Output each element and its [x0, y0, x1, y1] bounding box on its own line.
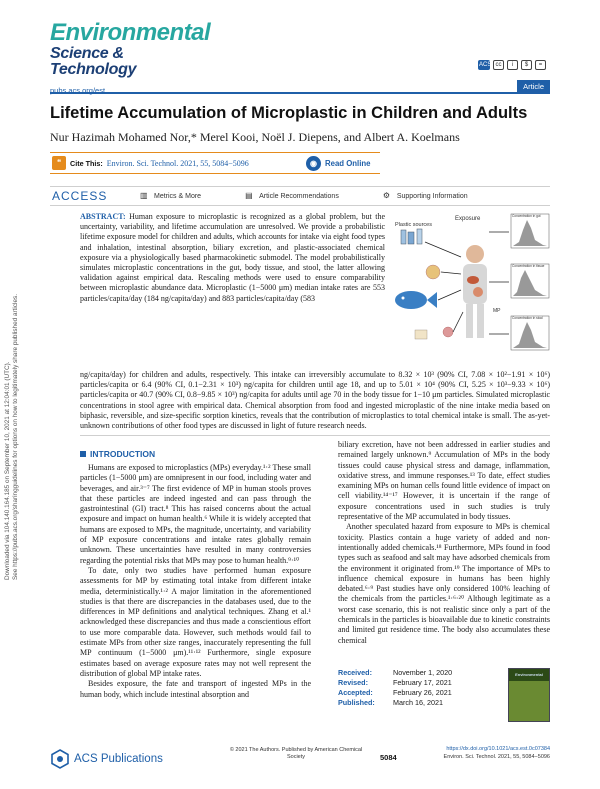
date-row-revised — [338, 678, 508, 688]
doi-block — [390, 745, 550, 761]
download-notice — [4, 200, 20, 580]
intro-paragraph-3: Besides exposure, the fate and transport of ingested MPs in the human body, which include intestinal absorption and — [80, 679, 311, 699]
bar-chart-icon: ▥ — [140, 191, 148, 200]
abstract-label: ABSTRACT: — [80, 212, 126, 221]
date-label: Revised: — [338, 678, 368, 687]
page-footer — [50, 745, 550, 775]
toc-gut-label: Concentration in gut — [512, 214, 541, 218]
toc-mp-label: MP — [493, 308, 501, 314]
body-left-column — [80, 463, 311, 700]
read-online-icon: ◉ — [306, 156, 321, 171]
document-icon: ▤ — [245, 191, 253, 200]
article-type-tag: Article — [517, 80, 550, 93]
date-value: November 1, 2020 — [393, 668, 453, 677]
toc-exposure-label: Exposure — [455, 216, 481, 222]
journal-header-bar — [50, 80, 550, 94]
fish-illustration — [395, 291, 437, 309]
bottles-illustration — [401, 229, 422, 244]
abstract-top — [80, 212, 385, 304]
journal-cover-thumbnail[interactable] — [508, 668, 550, 722]
quote-icon: ❝ — [52, 156, 66, 170]
metrics-label: Metrics & More — [154, 192, 202, 200]
intro-paragraph-1: Humans are exposed to microplastics (MPs) everyday.¹·² These small particles (1−5000 μm) are omnipresent in our food, including water and beverages, and air.³⁻⁷ The first evidence of MP in human stools proves that these particles are indeed ingested and can pass through the gastrointestinal (GI) tract.⁸ This has raised concerns about the actual exposure and impact on human health.⁶ While it is widely accepted that humans are exposed to MPs, the magnitude, uncertainty, and variability of MP exposure concentrations and intake rates globally remain unknown. These uncertainties have resulted in many controversies regarding the potential risks that MPs may pose to human health.⁹·¹⁰ — [80, 463, 311, 565]
creative-commons-icon: cc — [493, 60, 504, 70]
publication-dates — [338, 668, 508, 708]
recommendations-button[interactable] — [245, 192, 339, 200]
read-online-button[interactable] — [306, 152, 386, 174]
journal-reference: Environ. Sci. Technol. 2021, 55, 5084−5096 — [443, 754, 550, 760]
citation-link[interactable]: Environ. Sci. Technol. 2021, 55, 5084−5096 — [106, 158, 249, 168]
supporting-info-button[interactable] — [383, 192, 468, 200]
access-bar — [50, 186, 550, 206]
date-value: February 17, 2021 — [393, 678, 452, 687]
journal-url-link[interactable]: pubs.acs.org/est — [50, 86, 106, 95]
introduction-heading — [80, 449, 155, 459]
acs-hexagon-icon — [50, 749, 70, 769]
date-value: February 26, 2021 — [393, 688, 452, 697]
article-title: Lifetime Accumulation of Microplastic in Children and Adults — [50, 104, 528, 122]
metrics-button[interactable] — [140, 192, 201, 200]
noncommercial-icon: $ — [521, 60, 532, 70]
toc-tissue-label: Concentration in tissue — [512, 264, 545, 268]
date-row-accepted — [338, 688, 508, 698]
toc-stool-label: Concentration in stool — [512, 316, 543, 320]
acs-publications-logo[interactable] — [50, 749, 163, 769]
body-right-column — [338, 440, 550, 646]
date-label: Received: — [338, 668, 372, 677]
cite-label: Cite This: — [70, 158, 103, 168]
intro-paragraph-4: biliary excretion, have not been addressed in earlier studies and remained largely unknown.⁹ Accumulation of MPs in the body tissues could cause physical stress and damage, inflammation, oxidative stress, and immune responses.¹³ To date, effect studies examining MPs on human cells found little evidence of impact on cell viability.¹⁴⁻¹⁷ However, it is uncertain if the range of exposure concentrations used in such studies is truly representative of the MP accumulated in body tissues. — [338, 440, 550, 522]
date-row-published — [338, 698, 508, 708]
intro-paragraph-2: To date, only two studies have performed human exposure assessments for MP by estimating total intake from different intake media, deterministically.¹·² A major limitation in the aforementioned studies is that there are discrepancies in the databases used, due to the differences in MP definitions and analytical techniques. Zhang et al.¹ acknowledged these discrepancies and thus made a conscientious effort to use more comparable data. However, such methods would fail to estimate MPs from other size ranges, inaccurately representing the full MP continuum (1−5000 μm).¹¹·¹² Furthermore, single exposure estimates based on average exposure rates may not well represent the distribution of global MP intake rates. — [80, 565, 311, 678]
access-label: ACCESS — [52, 189, 108, 203]
no-derivatives-icon: = — [535, 60, 546, 70]
abstract-bottom: ng/capita/day) for children and adults, respectively. This intake can irreversibly accumulate to 8.32 × 10³ (90% CI, 7.08 × 10²−1.91 × 10⁶) particles/capita or 6.4 (90% CI, 0.1−2.31 × 10³) ng/capita for children until age 18, and up to 5.01 × 10⁴ (90% CI, 5.25 × 10³−9.33 × 10⁶) particles/capita or 40.7 (90% CI, 0.8−9.85 × 10³) ng/capita for adults until age 70 in the body tissue for 1−10 μm particles. Simulated microplastic concentrations in stool agree with empirical data. Chemical absorption from food and ingested microplastic of the nine intake media based on biphasic, reversible, and size-specific sorption kinetics, reveals that the contribution of microplastics to total chemical intake is small. The as-yet-unknown contributions of other food types are discussed in light of future research needs. — [80, 370, 550, 431]
stool-distribution-plot — [511, 316, 549, 350]
attribution-icon: i — [507, 60, 518, 70]
journal-logo-line-1: Environmental — [50, 19, 211, 46]
abstract-divider — [80, 435, 550, 436]
date-label: Accepted: — [338, 688, 373, 697]
supporting-info-label: Supporting Information — [396, 192, 468, 200]
gut-distribution-plot — [511, 214, 549, 248]
cover-title-band: Environmental — [509, 669, 549, 681]
tissue-distribution-plot — [511, 264, 549, 298]
download-notice-line-1: Downloaded via 104.140.164.185 on September 10, 2021 at 12:04:01 (UTC). — [4, 361, 11, 580]
doi-link[interactable]: https://dx.doi.org/10.1021/acs.est.0c07384 — [446, 746, 550, 752]
human-figure — [463, 245, 487, 338]
acs-publications-label: ACS Publications — [74, 753, 163, 765]
abstract-text-part-1: Human exposure to microplastic is recognized as a global problem, but the uncertainty, variability, and lifetime accumulation are unresolved. We provide a probabilistic lifetime exposure model for children and adults, which accounts for intake via eight food types and inhalation, intestinal absorption, biliary excretion, and plastic-associated chemical exposure via a physiologically based pharmacokinetic submodel. The model probabilistically simulates microplastic concentrations in the gut, body tissue, and stool, the latter allowing validation against empirical data. Rescaling methods were used to ensure comparability between microplastic abundance data. Microplastic (1−5000 μm) median intake rates are 553 particles/capita/day (184 ng/capita/day) and 883 particles/capita/day (583 — [80, 212, 385, 303]
recommendations-label: Article Recommendations — [259, 192, 339, 200]
copyright-notice: © 2021 The Authors. Published by American Chemical Society — [229, 747, 363, 760]
date-label: Published: — [338, 698, 375, 707]
download-notice-line-2[interactable]: See https://pubs.acs.org/sharingguidelines for options on how to legitimately share published articles. — [12, 294, 19, 580]
toc-plastic-label: Plastic sources — [395, 222, 432, 228]
toc-graphic — [393, 212, 551, 367]
journal-logo[interactable] — [50, 19, 211, 78]
acs-open-access-icon: ACS — [479, 62, 492, 68]
page-number: 5084 — [380, 753, 397, 762]
section-bullet-icon — [80, 451, 86, 457]
intro-paragraph-5: Another speculated hazard from exposure to MPs is chemical toxicity. Plastics contain a huge variety of added and non-intentionally added chemicals.¹⁸ Furthermore, MPs found in food types such as seafood and salt may have adsorbed chemicals from the environment it originated from.¹⁹ The importance of MPs to influence chemical exposure in humans has been highly debated.⁶·⁹ Past studies have only considered 100% leaching of the chemicals from the particles.¹·⁶·²⁰ Although legitimate as a worst case scenario, this is not realistic since only a part of the chemicals in the particles is bioavailable due to kinetic constraints and limited gut residence time. The body also accumulates these chemical — [338, 522, 550, 645]
license-badges — [478, 60, 546, 70]
read-online-label: Read Online — [325, 158, 371, 168]
date-row-received — [338, 668, 508, 678]
journal-logo-line-2: Science & Technology — [50, 45, 137, 78]
gear-icon: ⚙ — [382, 191, 390, 200]
date-value: March 16, 2021 — [393, 698, 443, 707]
introduction-heading-text: INTRODUCTION — [90, 449, 156, 459]
author-list[interactable]: Nur Hazimah Mohamed Nor,* Merel Kooi, Noël J. Diepens, and Albert A. Koelmans — [50, 130, 460, 144]
